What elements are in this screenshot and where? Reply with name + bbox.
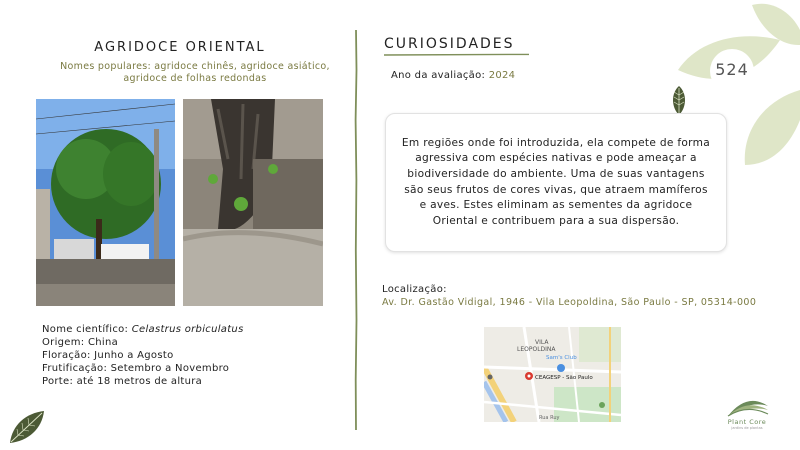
map-poi-ceagesp: CEAGESP - São Paulo bbox=[535, 375, 593, 381]
flowering-row: Floração: Junho a Agosto bbox=[42, 350, 174, 361]
page-number-badge: 524 bbox=[715, 60, 749, 79]
scientific-label: Nome científico: bbox=[42, 324, 132, 335]
evaluation-year bbox=[391, 70, 515, 81]
scientific-name-row bbox=[42, 323, 244, 336]
location-label: Localização: bbox=[382, 284, 447, 295]
vertical-divider bbox=[353, 30, 359, 430]
map-poi-sams-club: Sam's Club bbox=[546, 355, 577, 361]
size-row: Porte: até 18 metros de altura bbox=[42, 376, 203, 387]
tree-trunk-photo bbox=[183, 99, 323, 306]
location-address[interactable]: Av. Dr. Gastão Vidigal, 1946 - Vila Leopoldina, São Paulo - SP, 05314-000 bbox=[382, 297, 757, 308]
origin-row: Origem: China bbox=[42, 337, 119, 348]
location-map[interactable] bbox=[484, 327, 621, 422]
year-value: 2024 bbox=[488, 70, 516, 81]
map-district-label: VILA bbox=[535, 339, 549, 346]
street-tree-photo bbox=[36, 99, 175, 306]
curiosities-card bbox=[385, 113, 727, 252]
curiosities-title: CURIOSIDADES bbox=[384, 36, 515, 52]
plant-title: AGRIDOCE ORIENTAL bbox=[94, 40, 266, 55]
fruiting-row: Frutificação: Setembro a Novembro bbox=[42, 363, 230, 374]
brand-tagline: jardins de plantas bbox=[731, 426, 763, 430]
plant-facts bbox=[42, 323, 244, 388]
scientific-name: Celastrus orbiculatus bbox=[131, 324, 244, 335]
curiosities-text: Em regiões onde foi introduzida, ela compete de forma agressiva com espécies nativas e pode ameaçar a biodiversidade do ambiente. Uma de suas vantagens são seus frutos de cores vivas, que atraem mamíferos e aves. Estes eliminam as sementes da agridoce Oriental e contribuem para a sua dispersão. bbox=[401, 136, 711, 227]
map-district-label-2: LEOPOLDINA bbox=[517, 346, 556, 353]
map-street-label: Rua Ruy bbox=[539, 415, 560, 421]
decorative-leaf-icon bbox=[8, 409, 46, 445]
year-label: Ano da avaliação: bbox=[391, 70, 489, 81]
brand-name: Plant Core bbox=[727, 418, 767, 426]
title-underline bbox=[384, 53, 529, 57]
popular-names: Nomes populares: agridoce chinês, agridoce asiático, agridoce de folhas redondas bbox=[60, 61, 330, 84]
